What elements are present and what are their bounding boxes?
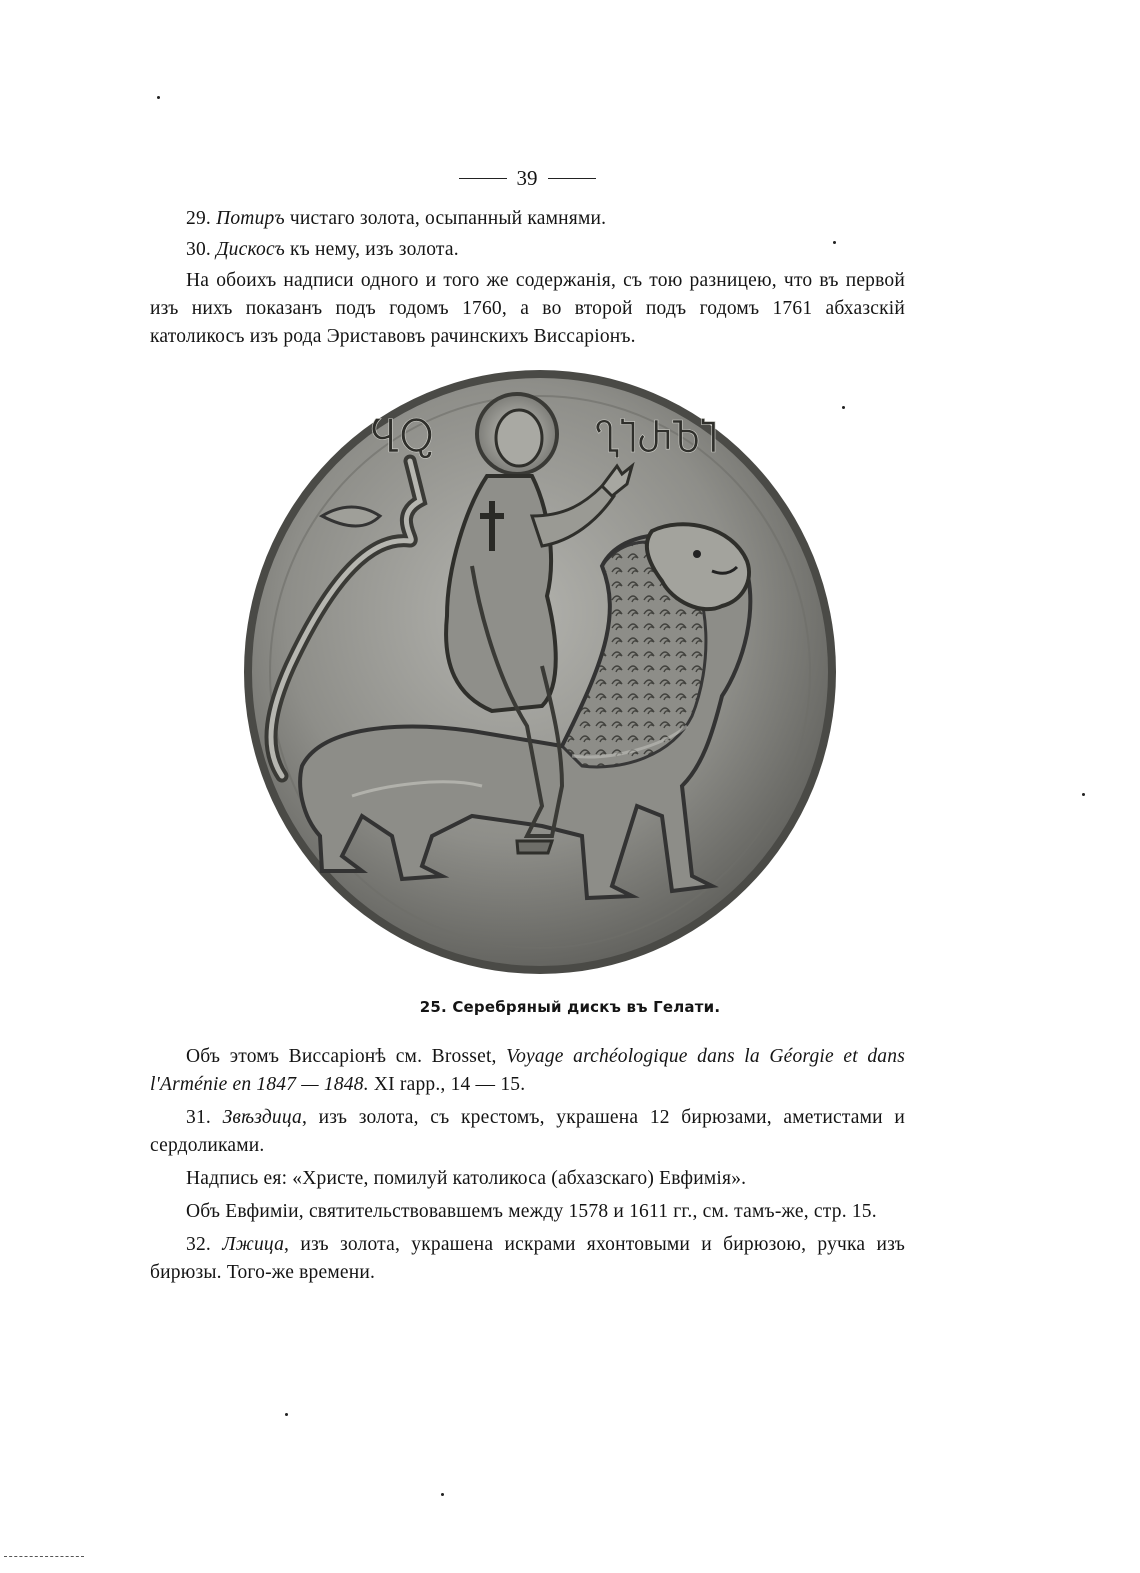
inscription-paragraph: На обоихъ надписи одного и того же содержанія, съ тою разницею, что въ первой изъ нихъ показанъ подъ годомъ 1760, а во второй подъ годомъ 1761 абхазскій католикосъ изъ рода Эриставовъ рачинскихъ Виссаріонъ. — [150, 270, 905, 347]
item-text: чистаго золота, осыпанный камнями. — [284, 208, 607, 229]
item-term: Дискосъ — [216, 239, 285, 260]
reference-title: Voyage archéologique dans la Géorgie et dans l'Arménie en 1847 — 1848. — [150, 1046, 905, 1095]
item-number: 31. — [186, 1107, 211, 1128]
scan-speck — [441, 1493, 444, 1496]
item-term: Потиръ — [216, 208, 285, 229]
brosset-reference — [150, 1043, 905, 1099]
reference-text: Объ этомъ Виссаріонѣ см. Brosset, — [186, 1046, 507, 1067]
item-32 — [150, 1231, 905, 1287]
item-term: Лжица — [222, 1234, 285, 1255]
euthymius-note: Объ Евфиміи, святительствовавшемъ между 1578 и 1611 гг., см. тамъ-же, стр. 15. — [186, 1201, 877, 1222]
item-31 — [150, 1104, 905, 1160]
header-rule-right — [548, 178, 596, 179]
figure-caption: 25. Серебряный дискъ въ Гелати. — [419, 998, 721, 1016]
item-number: 30. — [186, 239, 211, 260]
scan-speck — [833, 241, 836, 244]
page-number: 39 — [516, 165, 538, 190]
saint-head — [496, 410, 542, 466]
scan-speck — [157, 96, 160, 99]
silver-disc-figure — [242, 366, 842, 976]
lion-eye — [693, 550, 701, 558]
inscription-text: Надпись ея: «Христе, помилуй католикоса (абхазскаго) Евфимія». — [186, 1168, 747, 1189]
page-header — [452, 163, 602, 193]
scan-speck — [842, 406, 845, 409]
header-rule-left — [459, 178, 507, 179]
saint-foot — [517, 841, 552, 853]
disc-inscription-left: ႡႭ — [370, 416, 434, 462]
item-number: 29. — [186, 208, 211, 229]
disc-inscription-right: ႢႨႰႦႨ — [594, 417, 718, 461]
scan-speck — [285, 1413, 288, 1416]
bottom-text — [150, 1043, 905, 1287]
item-text: , изъ золота, съ крестомъ, украшена 12 бирюзами, аметистами и сердоликами. — [150, 1107, 906, 1156]
item-text: , изъ золота, украшена искрами яхонтовыми и бирюзою, ручка изъ бирюзы. Того-же времени. — [150, 1234, 905, 1283]
item-29 — [150, 205, 905, 233]
top-text — [150, 205, 905, 351]
scan-speck — [1082, 793, 1085, 796]
item-term: Звѣздица — [222, 1107, 302, 1128]
reference-pages: XI rapp., 14 — 15. — [368, 1074, 526, 1095]
scan-edge-marks — [4, 1556, 84, 1559]
item-text: къ нему, изъ золота. — [284, 239, 459, 260]
item-30 — [150, 236, 905, 264]
item-number: 32. — [186, 1234, 211, 1255]
silver-disc-image — [242, 366, 842, 976]
